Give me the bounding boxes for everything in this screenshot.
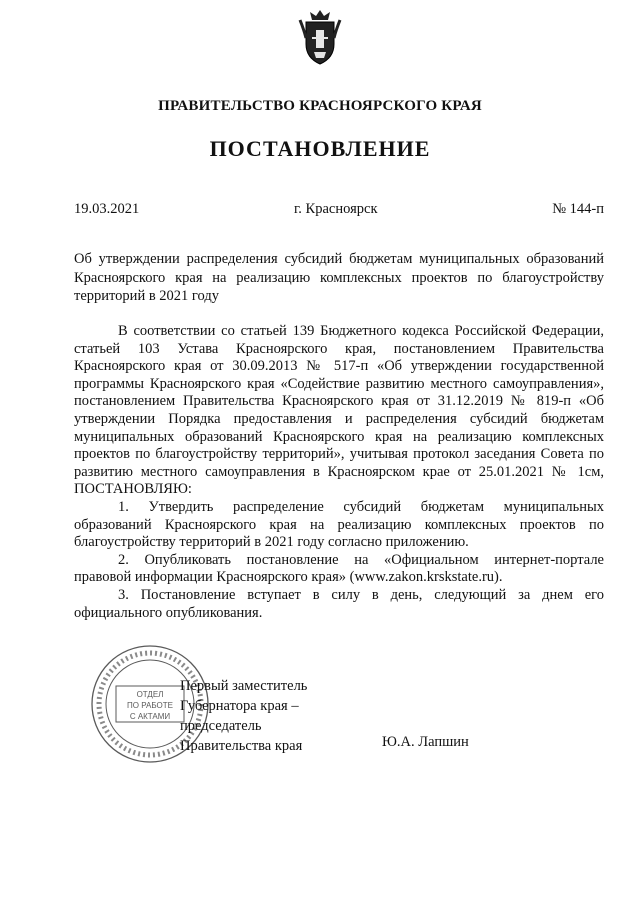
body-paragraph: 1. Утвердить распределение субсидий бюджетам муниципальных образований Красноярского края на реализацию комплексных проектов по благоустройству территорий в 2021 году согласно приложению. <box>74 498 604 551</box>
signature-position <box>180 676 307 756</box>
signature-position-line: председатель <box>180 718 262 734</box>
stamp-line: ПО РАБОТЕ <box>127 701 173 710</box>
stamp-line: ОТДЕЛ <box>136 690 164 699</box>
document-type-title: ПОСТАНОВЛЕНИЕ <box>209 136 431 161</box>
subject-text: Об утверждении распределения субсидий бюджетам муниципальных образований Красноярского края на реализацию комплексных проектов по благоустройству территорий в 2021 году <box>74 251 604 304</box>
document-subject <box>74 250 604 306</box>
signature-position-line: Губернатора края – <box>180 698 299 714</box>
document-number: № 144-п <box>552 201 604 217</box>
signature-position-line: Правительства края <box>180 738 303 754</box>
body-paragraph: 2. Опубликовать постановление на «Официальном интернет-портале правовой информации Красноярского края» (www.zakon.krskstate.ru). <box>74 551 604 586</box>
body-paragraph: В соответствии со статьей 139 Бюджетного кодекса Российской Федерации, статьей 103 Устава Красноярского края, постановлением Правительства Красноярского края от 30.09.2013 № 517-п «Об утверждении государственной программы Красноярского края «Содействие развитию местного самоуправления», постановлением Правительства Красноярского края от 31.12.2019 № 819-п «Об утверждении Порядка предоставления и распределения субсидий бюджетам муниципальных образований Красноярского края на реализацию комплексных проектов по благоустройству территорий», учитывая протокол заседания Совета по развитию местного самоуправления в Красноярском крае от 25.01.2021 № 1см, ПОСТАНОВЛЯЮ: <box>74 323 604 498</box>
signer-name: Ю.А. Лапшин <box>382 734 469 750</box>
body-paragraph: 3. Постановление вступает в силу в день, следующий за днем его официального опубликования. <box>74 586 604 621</box>
stamp-line: С АКТАМИ <box>129 712 171 721</box>
signature-position-line: Первый заместитель <box>180 678 308 694</box>
document-city: г. Красноярск <box>294 201 378 217</box>
coat-of-arms-icon <box>298 8 342 66</box>
document-date: 19.03.2021 <box>74 201 140 217</box>
government-name: ПРАВИТЕЛЬСТВО КРАСНОЯРСКОГО КРАЯ <box>158 98 482 114</box>
document-body <box>74 323 604 622</box>
